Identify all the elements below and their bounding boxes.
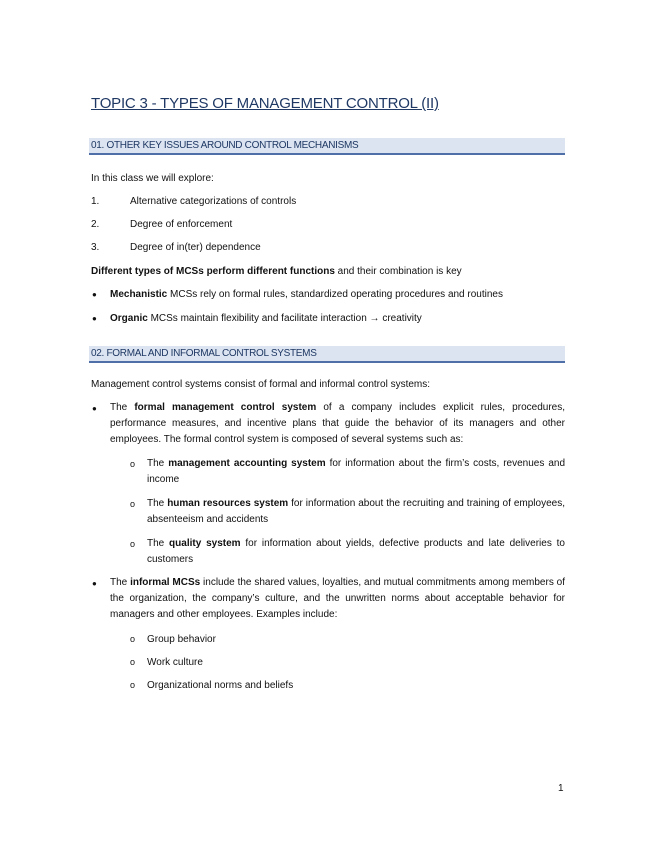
- section-heading-2: [89, 346, 565, 363]
- bullet-item-mechanistic: [110, 288, 503, 301]
- section-heading-1: [89, 138, 565, 155]
- key-statement: [91, 265, 462, 278]
- formal-pre: The: [110, 402, 135, 413]
- sub-item-quality: [147, 536, 565, 568]
- formal-post: of a company includes explicit rules, procedures, performance measures, and incentive plans that guide the behavior of its managers and other employees. The formal control system is composed of several systems such as:: [110, 402, 565, 445]
- informal-mcs-paragraph: [110, 575, 565, 623]
- sub-bold: human resources system: [167, 498, 289, 509]
- sub-bold: management accounting system: [168, 458, 326, 469]
- circle-bullet-icon: o: [130, 680, 136, 690]
- informal-pre: The: [110, 577, 131, 588]
- bullet-icon: ●: [92, 404, 97, 413]
- key-statement-bold: Different types of MCSs perform different functions: [91, 266, 335, 277]
- section1-intro: In this class we will explore:: [91, 173, 214, 184]
- bullet-mechanistic-bold: Mechanistic: [110, 289, 168, 300]
- bullet-icon: ●: [92, 579, 97, 588]
- bullet-organic-text: MCSs maintain flexibility and facilitate interaction → creativity: [147, 313, 422, 324]
- circle-bullet-icon: o: [130, 459, 136, 469]
- list-item-3: Degree of in(ter) dependence: [130, 242, 261, 253]
- sub-post: for information about yields, defective products and late deliveries to customers: [147, 538, 565, 565]
- sub-pre: The: [147, 458, 169, 469]
- list-item-2: Degree of enforcement: [130, 219, 233, 230]
- example-work-culture: Work culture: [147, 657, 203, 668]
- list-number-2: 2.: [91, 219, 100, 230]
- list-item-1: Alternative categorizations of controls: [130, 196, 297, 207]
- sub-item-management-accounting: [147, 456, 565, 488]
- bullet-icon: ●: [92, 290, 97, 299]
- bullet-icon: ●: [92, 314, 97, 323]
- sub-pre: The: [147, 538, 170, 549]
- section2-intro: Management control systems consist of formal and informal control systems:: [91, 379, 431, 390]
- section-heading-1-text: 01. OTHER KEY ISSUES AROUND CONTROL MECHANISMS: [91, 140, 359, 151]
- circle-bullet-icon: o: [130, 657, 136, 667]
- example-organizational-norms: Organizational norms and beliefs: [147, 680, 294, 691]
- example-group-behavior: Group behavior: [147, 634, 216, 645]
- list-number-3: 3.: [91, 242, 100, 253]
- circle-bullet-icon: o: [130, 499, 136, 509]
- bullet-mechanistic-text: MCSs rely on formal rules, standardized operating procedures and routines: [167, 289, 503, 300]
- key-statement-rest: and their combination is key: [334, 266, 462, 277]
- page-title: TOPIC 3 - TYPES OF MANAGEMENT CONTROL (II): [91, 95, 439, 112]
- formal-bold: formal management control system: [134, 402, 317, 413]
- list-number-1: 1.: [91, 196, 100, 207]
- sub-pre: The: [147, 498, 168, 509]
- circle-bullet-icon: o: [130, 634, 136, 644]
- circle-bullet-icon: o: [130, 539, 136, 549]
- bullet-organic-bold: Organic: [110, 313, 148, 324]
- informal-bold: informal MCSs: [130, 577, 201, 588]
- formal-mcs-paragraph: [110, 400, 565, 448]
- sub-post: for information about the firm’s costs, revenues and income: [147, 458, 566, 485]
- section-heading-2-text: 02. FORMAL AND INFORMAL CONTROL SYSTEMS: [91, 348, 317, 359]
- sub-bold: quality system: [169, 538, 241, 549]
- sub-post: for information about the recruiting and training of employees, absenteeism and accidents: [147, 498, 565, 525]
- bullet-item-organic: [110, 312, 422, 325]
- page-number: 1: [558, 783, 564, 794]
- sub-item-human-resources: [147, 496, 565, 528]
- informal-post: include the shared values, loyalties, and mutual commitments among members of the organization, the company’s culture, and the unwritten norms about acceptable behavior for managers and other employees. Examples include:: [110, 577, 566, 620]
